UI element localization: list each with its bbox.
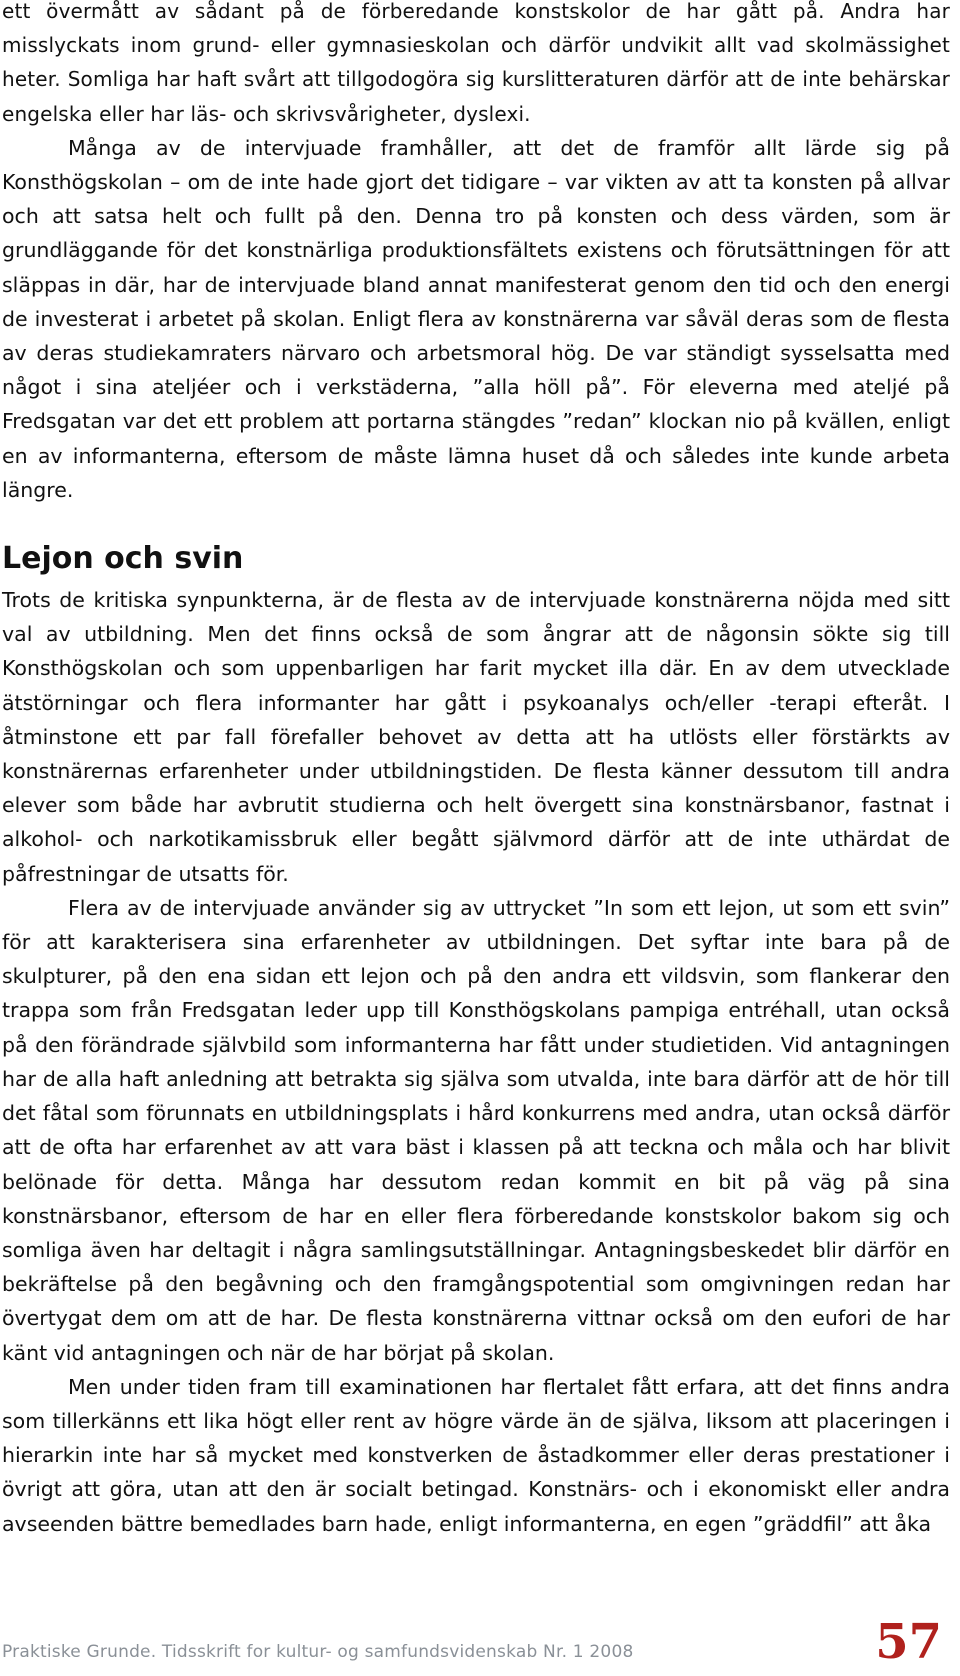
journal-citation: Praktiske Grunde. Tidsskrift for kultur- og samfundsvidenskab Nr. 1 2008	[2, 1642, 634, 1662]
body-paragraph: Men under tiden fram till examinationen har flertalet fått erfara, att det finns andra som tillerkänns ett lika högt eller rent av högre värde än de själva, liksom att placeringen i hierarkin inte har så mycket med konstverken de åstadkommer eller deras prestationer i övrigt att göra, utan att den är socialt betingad. Konstnärs- och i ekonomiskt eller andra avseenden bättre bemedlades barn hade, enligt informanterna, en egen ”gräddfil” att åka	[2, 1374, 950, 1536]
article-body	[2, 0, 950, 1541]
body-paragraph: Trots de kritiska synpunkterna, är de flesta av de intervjuade konstnärerna nöjda med sitt val av utbildning. Men det finns också de som ångrar att de någonsin sökte sig till Konsthögskolan och som uppenbarligen har farit mycket illa där. En av dem utvecklade ätstörningar och flera informanter har gått i psykoanalys och/eller -terapi efteråt. I åtminstone ett par fall förefaller behovet av detta att ha utlösts eller förstärkts av konstnärernas erfarenheter under utbildningstiden. De flesta känner dessutom till andra elever som både har avbrutit studierna och helt övergett sina konstnärsbanor, fastnat i alkohol- och narkotikamissbruk eller begått självmord därför att de inte uthärdat de påfrestningar de utsatts för.	[2, 588, 950, 886]
page-number: 57	[875, 1614, 942, 1670]
intro-paragraph: ett övermått av sådant på de förberedande konstskolor de har gått på. Andra har misslyckats inom grund- eller gymnasieskolan och därför undvikit allt vad skolmässighet heter. Somliga har haft svårt att tillgodogöra sig kurslitteraturen därför att de inte behärskar engelska eller har läs- och skrivsvårigheter, dyslexi.	[2, 0, 950, 126]
page-footer	[2, 1614, 942, 1676]
body-paragraph: Många av de intervjuade framhåller, att det de framför allt lärde sig på Konsthögskolan – om de inte hade gjort det tidigare – var vikten av att ta konsten på allvar och att satsa helt och fullt på den. Denna tro på konsten och dess värden, som är grundläggande för det konstnärliga produktionsfältets existens och förutsättningen för att släppas in där, har de intervjuade bland annat manifesterat genom den tid och den energi de investerat i arbetet på skolan. Enligt flera av konstnärerna var såväl deras som de flesta av deras studiekamraters närvaro och arbetsmoral hög. De var ständigt sysselsatta med något i sina ateljéer och i verkstäderna, ”alla höll på”. För eleverna med ateljé på Fredsgatan var det ett problem att portarna stängdes ”redan” klockan nio på kvällen, enligt en av informanterna, eftersom de måste lämna huset då och således inte kunde arbeta längre.	[2, 135, 950, 502]
body-paragraph: Flera av de intervjuade använder sig av uttrycket ”In som ett lejon, ut som ett svin” för att karakterisera sina erfarenheter av utbildningen. Det syftar inte bara på de skulpturer, på den ena sidan ett lejon och på den andra ett vildsvin, som flankerar den trappa som från Fredsgatan leder upp till Konsthögskolans pampiga entréhall, utan också på den förändrade självbild som informanterna har fått under studietiden. Vid antagningen har de alla haft anledning att betrakta sig själva som utvalda, inte bara därför att de hör till det fåtal som förunnats en utbildningsplats i hård konkurrens med andra, utan också därför att de ofta har erfarenhet av att vara bäst i klassen på att teckna och måla och har blivit belönade för detta. Många har dessutom redan kommit en bit på väg på sina konstnärsbanor, eftersom de har en eller flera förberedande konstskolor bakom sig och somliga även har deltagit i några samlingsutställningar. Antagningsbeskedet blir därför en bekräftelse på den begåvning och den framgångspotential som omgivningen redan har övertygat dem om att de har. De flesta konstnärerna vittnar också om den eufori de har känt vid antagningen och när de har börjat på skolan.	[2, 895, 950, 1365]
section-heading: Lejon och svin	[2, 541, 244, 577]
